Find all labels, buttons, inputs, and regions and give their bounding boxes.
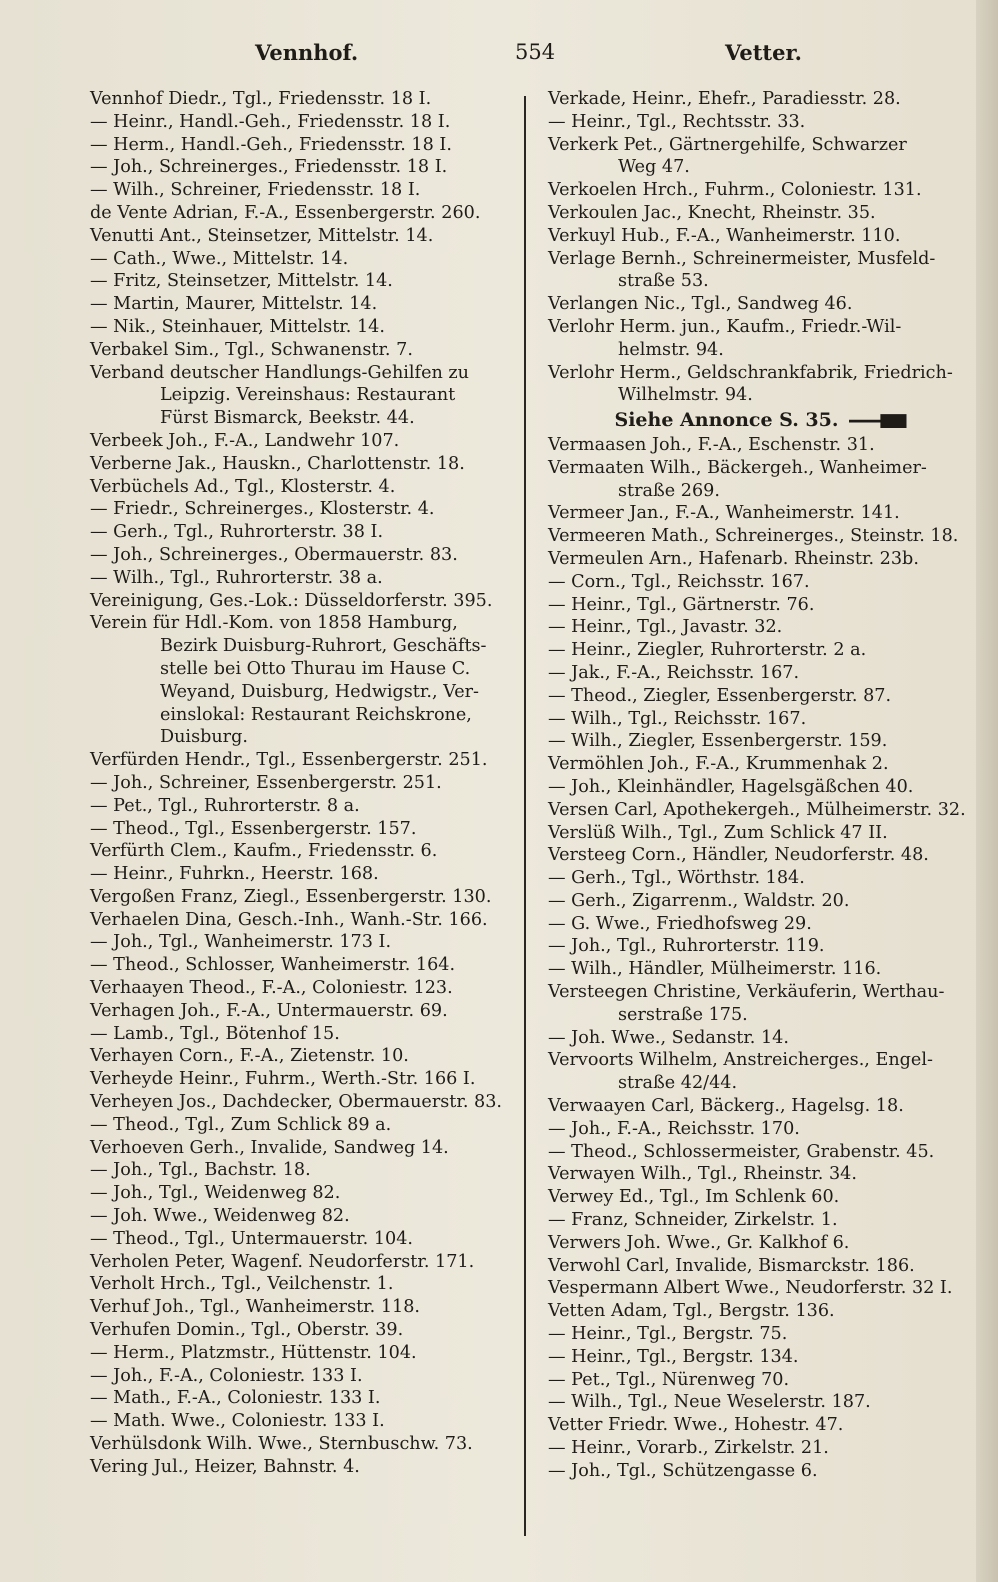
- directory-entry: [548, 1346, 973, 1369]
- directory-entry: [548, 822, 973, 845]
- annonce-text: Siehe Annonce S. 35.: [614, 409, 839, 432]
- entry-text: — Gerh., Tgl., Ruhrorterstr. 38 I.: [90, 522, 384, 543]
- entry-text: Verfürth Clem., Kaufm., Friedensstr. 6.: [90, 841, 438, 862]
- directory-entry: [90, 544, 515, 567]
- directory-entry: [548, 571, 973, 594]
- entry-text: Verhayen Corn., F.-A., Zietenstr. 10.: [90, 1046, 409, 1067]
- directory-entry: [90, 1091, 515, 1114]
- directory-entry: [90, 179, 515, 202]
- directory-entry: [90, 1296, 515, 1319]
- entry-text: Verbeek Joh., F.-A., Landwehr 107.: [90, 430, 400, 451]
- right-column: [548, 88, 973, 1483]
- column-divider: [524, 96, 526, 1536]
- directory-entry: [548, 594, 973, 617]
- entry-text: — Pet., Tgl., Nürenweg 70.: [548, 1369, 790, 1390]
- entry-text: — Wilh., Tgl., Ruhrorterstr. 38 a.: [90, 567, 383, 588]
- entry-text: Verlohr Herm., Geldschrankfabrik, Friedrich-: [548, 362, 953, 383]
- directory-entry: [90, 1000, 515, 1023]
- entry-continuation: Fürst Bismarck, Beekstr. 44.: [160, 408, 415, 429]
- directory-entry: [548, 1323, 973, 1346]
- entry-text: — Joh. Wwe., Weidenweg 82.: [90, 1206, 350, 1227]
- directory-entry: [548, 1141, 973, 1164]
- entry-text: — Heinr., Tgl., Javastr. 32.: [548, 617, 783, 638]
- entry-continuation: Wilhelmstr. 94.: [618, 385, 753, 406]
- directory-entry: [90, 954, 515, 977]
- directory-entry: [90, 818, 515, 841]
- directory-entry: [548, 293, 973, 316]
- annonce-reference: [548, 407, 973, 434]
- entry-text: — Heinr., Vorarb., Zirkelstr. 21.: [548, 1438, 829, 1459]
- entry-text: — Heinr., Tgl., Bergstr. 134.: [548, 1346, 799, 1367]
- entry-text: — Corn., Tgl., Reichsstr. 167.: [548, 571, 810, 592]
- entry-text: — Math. Wwe., Coloniestr. 133 I.: [90, 1411, 385, 1432]
- directory-entry: [90, 362, 515, 430]
- directory-entry: [548, 225, 973, 248]
- entry-text: — Wilh., Schreiner, Friedensstr. 18 I.: [90, 180, 421, 201]
- entry-text: Verhaayen Theod., F.-A., Coloniestr. 123.: [90, 978, 453, 999]
- entry-continuation: Weg 47.: [618, 157, 690, 178]
- directory-entry: [90, 1137, 515, 1160]
- entry-text: — Herm., Handl.-Geh., Friedensstr. 18 I.: [90, 134, 452, 155]
- entry-continuation: helmstr. 94.: [618, 339, 724, 360]
- entry-text: — Herm., Platzmstr., Hüttenstr. 104.: [90, 1342, 417, 1363]
- entry-text: — Heinr., Handl.-Geh., Friedensstr. 18 I.: [90, 111, 451, 132]
- entry-text: — Heinr., Tgl., Gärtnerstr. 76.: [548, 594, 815, 615]
- directory-entry: [90, 1319, 515, 1342]
- entry-text: — Wilh., Tgl., Neue Weselerstr. 187.: [548, 1392, 871, 1413]
- directory-entry: [90, 476, 515, 499]
- directory-entry: [90, 430, 515, 453]
- entry-text: Vermeeren Math., Schreinerges., Steinstr. 18.: [548, 526, 959, 547]
- entry-text: — Jak., F.-A., Reichsstr. 167.: [548, 662, 800, 683]
- directory-entry: [548, 434, 973, 457]
- directory-entry: [90, 1456, 515, 1479]
- entry-text: Verwey Ed., Tgl., Im Schlenk 60.: [548, 1187, 840, 1208]
- entry-text: Venutti Ant., Steinsetzer, Mittelstr. 14.: [90, 225, 434, 246]
- entry-text: Verkuyl Hub., F.-A., Wanheimerstr. 110.: [548, 225, 901, 246]
- entry-text: — Lamb., Tgl., Bötenhof 15.: [90, 1023, 340, 1044]
- entry-text: Verhaelen Dina, Gesch.-Inh., Wanh.-Str. 166.: [90, 909, 488, 930]
- directory-entry: [90, 1182, 515, 1205]
- directory-entry: [90, 1228, 515, 1251]
- entry-text: Verhufen Domin., Tgl., Oberstr. 39.: [90, 1320, 404, 1341]
- directory-entry: [90, 1023, 515, 1046]
- entry-text: Verfürden Hendr., Tgl., Essenbergerstr. 251.: [90, 750, 488, 771]
- entry-text: — Joh., F.-A., Reichsstr. 170.: [548, 1118, 800, 1139]
- directory-entry: [90, 248, 515, 271]
- directory-entry: [90, 840, 515, 863]
- directory-entry: [548, 1300, 973, 1323]
- directory-entry: [548, 362, 973, 408]
- entry-text: Vermaaten Wilh., Bäckergeh., Wanheimer-: [548, 457, 927, 478]
- directory-entry: [548, 776, 973, 799]
- directory-entry: [90, 1159, 515, 1182]
- directory-entry: [548, 179, 973, 202]
- entry-text: — Joh., Tgl., Ruhrorterstr. 119.: [548, 936, 825, 957]
- directory-entry: [548, 134, 973, 180]
- directory-entry: [548, 958, 973, 981]
- directory-entry: [90, 1251, 515, 1274]
- entry-text: — Theod., Ziegler, Essenbergerstr. 87.: [548, 685, 892, 706]
- page-edge: [976, 0, 998, 1582]
- directory-entry: [90, 1068, 515, 1091]
- entry-continuation: straße 53.: [618, 271, 709, 292]
- header-left-keyword: Vennhof.: [255, 40, 359, 65]
- entry-text: — Fritz, Steinsetzer, Mittelstr. 14.: [90, 271, 393, 292]
- directory-entry: [548, 457, 973, 503]
- entry-text: Verhoeven Gerh., Invalide, Sandweg 14.: [90, 1137, 449, 1158]
- left-column: [90, 88, 515, 1479]
- entry-text: — Joh., Schreinerges., Obermauerstr. 83.: [90, 544, 458, 565]
- entry-continuation: straße 269.: [618, 480, 720, 501]
- entry-text: Verkerk Pet., Gärtnergehilfe, Schwarzer: [548, 134, 907, 155]
- entry-text: — Joh., F.-A., Coloniestr. 133 I.: [90, 1365, 363, 1386]
- entry-text: — Joh., Tgl., Schützengasse 6.: [548, 1460, 818, 1481]
- directory-entry: [548, 913, 973, 936]
- directory-entry: [548, 1049, 973, 1095]
- directory-entry: [90, 795, 515, 818]
- directory-entry: [90, 202, 515, 225]
- directory-entry: [90, 225, 515, 248]
- directory-entry: [90, 521, 515, 544]
- page-number: 554: [515, 40, 556, 64]
- entry-text: — Theod., Tgl., Essenbergerstr. 157.: [90, 818, 417, 839]
- entry-continuation: Weyand, Duisburg, Hedwigstr., Ver-: [160, 681, 479, 702]
- directory-entry: [90, 590, 515, 613]
- entry-text: Verheyde Heinr., Fuhrm., Werth.-Str. 166 I.: [90, 1069, 476, 1090]
- directory-entry: [548, 1277, 973, 1300]
- directory-entry: [90, 1410, 515, 1433]
- entry-text: Vereinigung, Ges.-Lok.: Düsseldorferstr. 395.: [90, 590, 493, 611]
- entry-text: — G. Wwe., Friedhofsweg 29.: [548, 913, 812, 934]
- directory-entry: [548, 1255, 973, 1278]
- directory-entry: [548, 1460, 973, 1483]
- entry-text: — Wilh., Ziegler, Essenbergerstr. 159.: [548, 731, 888, 752]
- directory-entry: [548, 685, 973, 708]
- directory-entry: [548, 662, 973, 685]
- directory-entry: [548, 799, 973, 822]
- entry-text: Verkoulen Jac., Knecht, Rheinstr. 35.: [548, 202, 876, 223]
- entry-text: — Martin, Maurer, Mittelstr. 14.: [90, 294, 378, 315]
- entry-text: — Heinr., Tgl., Rechtsstr. 33.: [548, 111, 806, 132]
- directory-entry: [90, 339, 515, 362]
- pointing-hand-icon: [849, 414, 907, 428]
- entry-continuation: straße 42/44.: [618, 1073, 738, 1094]
- entry-text: Vermeulen Arn., Hafenarb. Rheinstr. 23b.: [548, 548, 919, 569]
- directory-entry: [90, 772, 515, 795]
- entry-text: Versteeg Corn., Händler, Neudorferstr. 48.: [548, 845, 929, 866]
- directory-entry: [548, 525, 973, 548]
- directory-entry: [548, 248, 973, 294]
- entry-text: Verberne Jak., Hauskn., Charlottenstr. 18.: [90, 453, 465, 474]
- directory-entry: [548, 1437, 973, 1460]
- entry-text: Verwayen Wilh., Tgl., Rheinstr. 34.: [548, 1164, 857, 1185]
- entry-text: — Joh., Tgl., Weidenweg 82.: [90, 1183, 341, 1204]
- directory-entry: [90, 1365, 515, 1388]
- entry-text: Verlangen Nic., Tgl., Sandweg 46.: [548, 294, 853, 315]
- entry-text: — Joh., Schreinerges., Friedensstr. 18 I.: [90, 157, 448, 178]
- entry-text: Vermöhlen Joh., F.-A., Krummenhak 2.: [548, 754, 889, 775]
- entry-continuation: Leipzig. Vereinshaus: Restaurant: [160, 385, 456, 406]
- directory-entry: [548, 1118, 973, 1141]
- entry-continuation: Bezirk Duisburg-Ruhrort, Geschäfts-: [160, 636, 487, 657]
- directory-entry: [90, 977, 515, 1000]
- entry-text: Verwers Joh. Wwe., Gr. Kalkhof 6.: [548, 1232, 850, 1253]
- directory-entry: [90, 453, 515, 476]
- entry-text: Verlage Bernh., Schreinermeister, Musfeld-: [548, 248, 936, 269]
- header-right-keyword: Vetter.: [725, 40, 802, 65]
- directory-entry: [548, 202, 973, 225]
- directory-entry: [90, 886, 515, 909]
- entry-text: Versteegen Christine, Verkäuferin, Werthau-: [548, 982, 945, 1003]
- entry-text: — Heinr., Fuhrkn., Heerstr. 168.: [90, 864, 379, 885]
- directory-entry: [90, 612, 515, 749]
- entry-text: — Nik., Steinhauer, Mittelstr. 14.: [90, 316, 385, 337]
- entry-text: Verband deutscher Handlungs-Gehilfen zu: [90, 362, 470, 383]
- entry-text: Verwohl Carl, Invalide, Bismarckstr. 186.: [548, 1255, 915, 1276]
- directory-entry: [90, 1273, 515, 1296]
- directory-entry: [90, 567, 515, 590]
- entry-text: Verkoelen Hrch., Fuhrm., Coloniestr. 131.: [548, 180, 922, 201]
- directory-entry: [90, 1342, 515, 1365]
- entry-text: de Vente Adrian, F.-A., Essenbergerstr. 260.: [90, 202, 481, 223]
- directory-entry: [548, 1414, 973, 1437]
- directory-entry: [90, 1045, 515, 1068]
- entry-text: Verholt Hrch., Tgl., Veilchenstr. 1.: [90, 1274, 394, 1295]
- directory-entry: [548, 867, 973, 890]
- entry-text: — Franz, Schneider, Zirkelstr. 1.: [548, 1210, 838, 1231]
- entry-text: — Heinr., Tgl., Bergstr. 75.: [548, 1324, 788, 1345]
- directory-entry: [548, 1232, 973, 1255]
- entry-text: — Joh., Kleinhändler, Hagelsgäßchen 40.: [548, 776, 914, 797]
- directory-entry: [548, 88, 973, 111]
- directory-entry: [90, 909, 515, 932]
- directory-entry: [548, 1186, 973, 1209]
- entry-text: — Theod., Tgl., Untermauerstr. 104.: [90, 1228, 414, 1249]
- directory-entry: [90, 863, 515, 886]
- directory-entry: [90, 931, 515, 954]
- entry-continuation: serstraße 175.: [618, 1004, 748, 1025]
- directory-entry: [548, 502, 973, 525]
- directory-entry: [548, 730, 973, 753]
- directory-entry: [90, 1205, 515, 1228]
- entry-text: — Joh., Tgl., Wanheimerstr. 173 I.: [90, 932, 392, 953]
- directory-entry: [548, 316, 973, 362]
- entry-text: — Friedr., Schreinerges., Klosterstr. 4.: [90, 499, 435, 520]
- directory-entry: [90, 1387, 515, 1410]
- directory-entry: [548, 616, 973, 639]
- directory-entry: [548, 1369, 973, 1392]
- directory-entry: [548, 1095, 973, 1118]
- entry-text: Versen Carl, Apothekergeh., Mülheimerstr. 32.: [548, 799, 966, 820]
- entry-continuation: stelle bei Otto Thurau im Hause C.: [160, 658, 471, 679]
- entry-text: — Joh., Schreiner, Essenbergerstr. 251.: [90, 772, 442, 793]
- entry-continuation: Duisburg.: [160, 727, 248, 748]
- directory-entry: [90, 111, 515, 134]
- entry-text: Verbakel Sim., Tgl., Schwanenstr. 7.: [90, 339, 413, 360]
- entry-text: Verein für Hdl.-Kom. von 1858 Hamburg,: [90, 613, 458, 634]
- entry-continuation: einslokal: Restaurant Reichskrone,: [160, 704, 472, 725]
- directory-entry: [90, 156, 515, 179]
- directory-entry: [548, 890, 973, 913]
- directory-entry: [548, 1391, 973, 1414]
- entry-text: Vervoorts Wilhelm, Anstreicherges., Engel-: [548, 1050, 933, 1071]
- entry-text: Verheyen Jos., Dachdecker, Obermauerstr. 83.: [90, 1092, 502, 1113]
- page-header: [90, 40, 810, 70]
- directory-entry: [90, 316, 515, 339]
- entry-text: — Heinr., Ziegler, Ruhrorterstr. 2 a.: [548, 640, 867, 661]
- directory-entry: [548, 981, 973, 1027]
- directory-entry: [548, 548, 973, 571]
- entry-text: Verslüß Wilh., Tgl., Zum Schlick 47 II.: [548, 822, 888, 843]
- directory-entry: [548, 708, 973, 731]
- entry-text: — Cath., Wwe., Mittelstr. 14.: [90, 248, 349, 269]
- entry-text: — Theod., Schlosser, Wanheimerstr. 164.: [90, 955, 456, 976]
- directory-entry: [548, 1209, 973, 1232]
- entry-text: Verlohr Herm. jun., Kaufm., Friedr.-Wil-: [548, 316, 902, 337]
- entry-text: Vermeer Jan., F.-A., Wanheimerstr. 141.: [548, 503, 900, 524]
- entry-text: Verwaayen Carl, Bäckerg., Hagelsg. 18.: [548, 1096, 904, 1117]
- entry-text: Verhülsdonk Wilh. Wwe., Sternbuschw. 73.: [90, 1434, 473, 1455]
- entry-text: Verholen Peter, Wagenf. Neudorferstr. 171.: [90, 1251, 475, 1272]
- directory-entry: [90, 134, 515, 157]
- directory-entry: [548, 935, 973, 958]
- directory-entry: [548, 1027, 973, 1050]
- directory-entry: [548, 639, 973, 662]
- directory-entry: [90, 88, 515, 111]
- entry-text: — Pet., Tgl., Ruhrorterstr. 8 a.: [90, 795, 360, 816]
- directory-entry: [548, 111, 973, 134]
- entry-text: Vermaasen Joh., F.-A., Eschenstr. 31.: [548, 434, 875, 455]
- entry-text: — Math., F.-A., Coloniestr. 133 I.: [90, 1388, 381, 1409]
- entry-text: — Gerh., Zigarrenm., Waldstr. 20.: [548, 890, 850, 911]
- entry-text: — Joh. Wwe., Sedanstr. 14.: [548, 1027, 789, 1048]
- entry-text: — Theod., Schlossermeister, Grabenstr. 45.: [548, 1141, 935, 1162]
- entry-text: Vering Jul., Heizer, Bahnstr. 4.: [90, 1456, 360, 1477]
- entry-text: — Gerh., Tgl., Wörthstr. 184.: [548, 868, 805, 889]
- entry-text: Verkade, Heinr., Ehefr., Paradiesstr. 28.: [548, 89, 901, 109]
- entry-text: Vetter Friedr. Wwe., Hohestr. 47.: [548, 1415, 844, 1436]
- entry-text: — Wilh., Tgl., Reichsstr. 167.: [548, 708, 807, 729]
- directory-entry: [90, 270, 515, 293]
- entry-text: Vespermann Albert Wwe., Neudorferstr. 32 I.: [548, 1278, 953, 1299]
- directory-entry: [548, 844, 973, 867]
- directory-entry: [90, 1114, 515, 1137]
- entry-text: Verbüchels Ad., Tgl., Klosterstr. 4.: [90, 476, 396, 497]
- entry-text: Verhagen Joh., F.-A., Untermauerstr. 69.: [90, 1000, 448, 1021]
- entry-text: — Theod., Tgl., Zum Schlick 89 a.: [90, 1114, 392, 1135]
- directory-entry: [90, 498, 515, 521]
- entry-text: — Wilh., Händler, Mülheimerstr. 116.: [548, 959, 882, 980]
- directory-entry: [90, 749, 515, 772]
- entry-text: — Joh., Tgl., Bachstr. 18.: [90, 1160, 311, 1181]
- directory-entry: [90, 1433, 515, 1456]
- entry-text: Vennhof Diedr., Tgl., Friedensstr. 18 I.: [90, 89, 432, 109]
- entry-text: Verhuf Joh., Tgl., Wanheimerstr. 118.: [90, 1297, 421, 1318]
- entry-text: Vetten Adam, Tgl., Bergstr. 136.: [548, 1301, 835, 1322]
- directory-entry: [90, 293, 515, 316]
- entry-text: Vergoßen Franz, Ziegl., Essenbergerstr. 130.: [90, 886, 492, 907]
- directory-entry: [548, 753, 973, 776]
- directory-entry: [548, 1163, 973, 1186]
